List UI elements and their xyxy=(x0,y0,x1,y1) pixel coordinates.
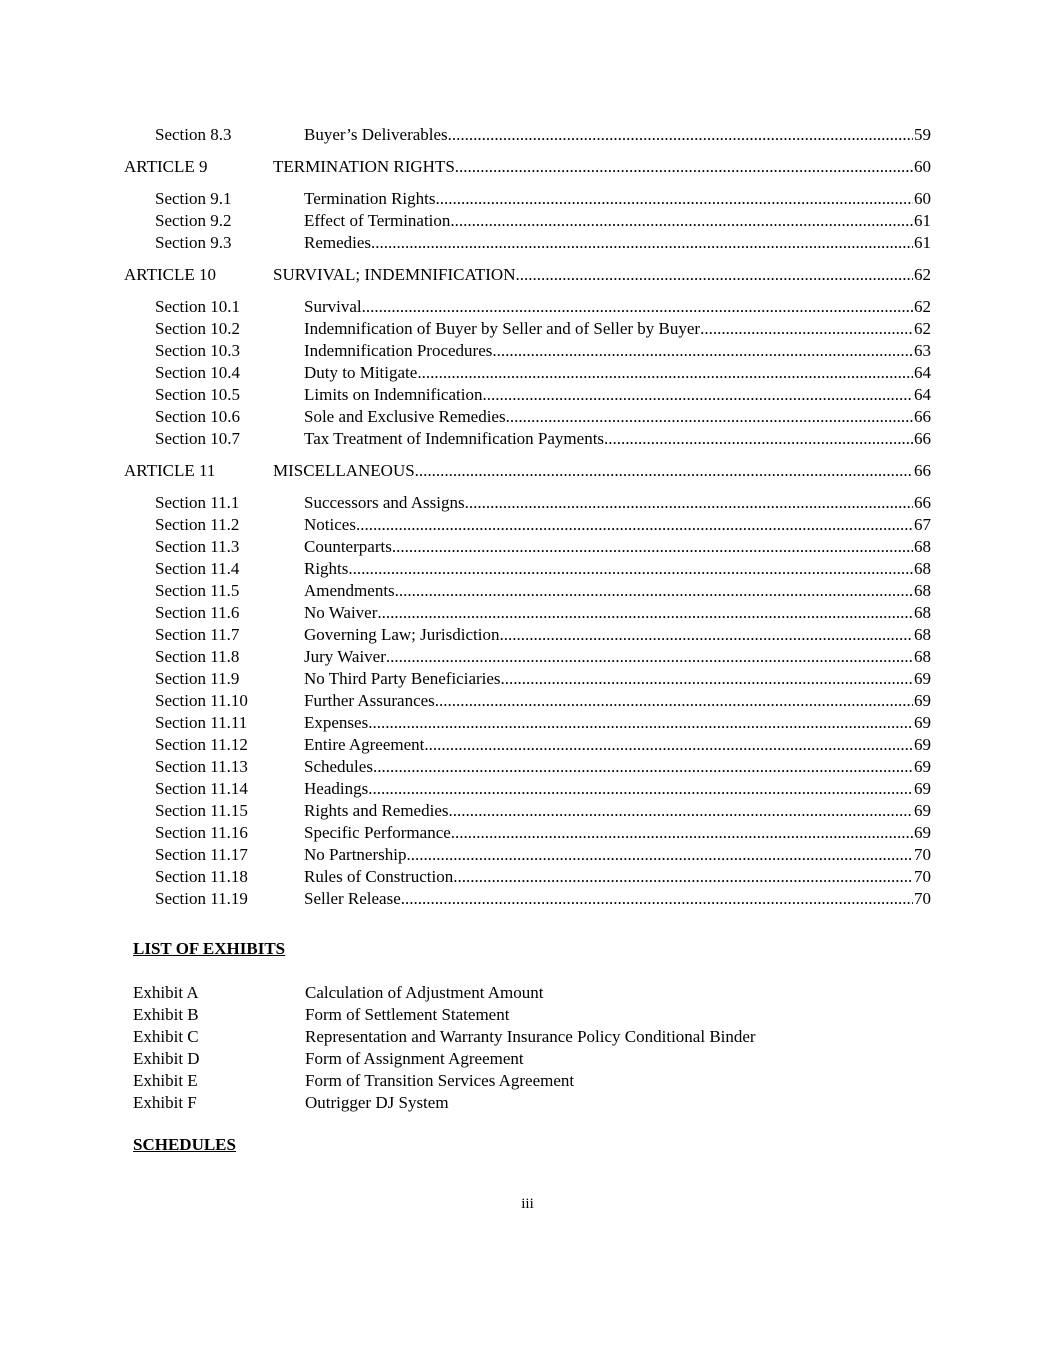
toc-section-row xyxy=(0,384,1055,406)
toc-number: Section 11.3 xyxy=(155,537,240,556)
toc-entry xyxy=(273,264,931,286)
toc-entry xyxy=(304,514,931,536)
toc-section-row xyxy=(0,296,1055,318)
toc-page: 60 xyxy=(914,157,931,176)
exhibit-id: Exhibit F xyxy=(133,1093,197,1112)
exhibit-description: Outrigger DJ System xyxy=(305,1093,449,1112)
toc-entry xyxy=(304,492,931,514)
toc-section-row xyxy=(0,536,1055,558)
dot-leader xyxy=(501,668,913,690)
dot-leader xyxy=(436,188,914,210)
toc-number: Section 10.4 xyxy=(155,363,240,382)
dot-leader xyxy=(386,646,913,668)
dot-leader xyxy=(395,580,913,602)
toc-title: Duty to Mitigate xyxy=(304,363,418,382)
exhibit-row xyxy=(133,1070,983,1092)
toc-title: Rights and Remedies xyxy=(304,801,449,820)
toc-title: Amendments xyxy=(304,581,395,600)
toc-page: 64 xyxy=(914,363,931,382)
dot-leader xyxy=(424,734,913,756)
exhibit-row xyxy=(133,1026,983,1048)
toc-entry xyxy=(304,800,931,822)
toc-section-row xyxy=(0,800,1055,822)
toc-section-row xyxy=(0,188,1055,210)
toc-title: Entire Agreement xyxy=(304,735,425,754)
toc-article-row xyxy=(0,460,1055,482)
toc-section-row xyxy=(0,778,1055,800)
toc-entry xyxy=(304,646,931,668)
toc-title: Effect of Termination xyxy=(304,211,451,230)
toc-title: Survival xyxy=(304,297,362,316)
toc-title: Limits on Indemnification xyxy=(304,385,483,404)
dot-leader xyxy=(700,318,913,340)
toc-page: 63 xyxy=(914,341,931,360)
toc-title: Successors and Assigns xyxy=(304,493,465,512)
toc-number: Section 11.1 xyxy=(155,493,240,512)
toc-entry xyxy=(304,602,931,624)
exhibit-id: Exhibit D xyxy=(133,1049,200,1068)
dot-leader xyxy=(377,602,913,624)
toc-section-row xyxy=(0,844,1055,866)
toc-title: Seller Release xyxy=(304,889,401,908)
toc-page: 61 xyxy=(914,211,931,230)
exhibits-heading: LIST OF EXHIBITS xyxy=(133,939,286,958)
toc-number: Section 10.6 xyxy=(155,407,240,426)
dot-leader xyxy=(492,340,913,362)
toc-title: Termination Rights xyxy=(304,189,436,208)
exhibit-id: Exhibit B xyxy=(133,1005,199,1024)
toc-entry xyxy=(304,624,931,646)
toc-page: 67 xyxy=(914,515,931,534)
toc-entry xyxy=(304,428,931,450)
toc-number: Section 11.7 xyxy=(155,625,240,644)
toc-page: 60 xyxy=(914,189,931,208)
toc-title: Jury Waiver xyxy=(304,647,386,666)
dot-leader xyxy=(406,844,913,866)
dot-leader xyxy=(392,536,913,558)
toc-number: ARTICLE 9 xyxy=(124,157,208,176)
exhibit-description: Form of Settlement Statement xyxy=(305,1005,510,1024)
toc-section-row xyxy=(0,712,1055,734)
toc-article-row xyxy=(0,156,1055,178)
exhibit-description: Form of Transition Services Agreement xyxy=(305,1071,575,1090)
toc-section-row xyxy=(0,124,1055,146)
toc-section-row xyxy=(0,646,1055,668)
toc-number: Section 10.5 xyxy=(155,385,240,404)
toc-section-row xyxy=(0,514,1055,536)
dot-leader xyxy=(415,460,913,482)
toc-entry xyxy=(304,124,931,146)
toc-title: SURVIVAL; INDEMNIFICATION xyxy=(273,265,516,284)
toc-entry xyxy=(304,580,931,602)
toc-entry xyxy=(304,734,931,756)
toc-page: 68 xyxy=(914,581,931,600)
dot-leader xyxy=(348,558,913,580)
toc-number: Section 11.4 xyxy=(155,559,240,578)
dot-leader xyxy=(453,866,913,888)
toc-entry xyxy=(304,888,931,910)
toc-section-row xyxy=(0,668,1055,690)
dot-leader xyxy=(401,888,913,910)
toc-number: Section 11.15 xyxy=(155,801,248,820)
toc-entry xyxy=(304,712,931,734)
toc-section-row xyxy=(0,232,1055,254)
dot-leader xyxy=(448,800,913,822)
toc-entry xyxy=(304,866,931,888)
toc-number: Section 9.3 xyxy=(155,233,232,252)
toc-title: Rules of Construction xyxy=(304,867,454,886)
toc-number: Section 10.7 xyxy=(155,429,240,448)
exhibit-description: Calculation of Adjustment Amount xyxy=(305,983,544,1002)
toc-number: Section 10.1 xyxy=(155,297,240,316)
page-number: iii xyxy=(521,1196,534,1212)
toc-section-row xyxy=(0,866,1055,888)
dot-leader xyxy=(499,624,913,646)
toc-section-row xyxy=(0,690,1055,712)
toc-number: ARTICLE 10 xyxy=(124,265,216,284)
toc-entry xyxy=(304,822,931,844)
toc-page: 62 xyxy=(914,319,931,338)
toc-page: 70 xyxy=(914,889,931,908)
toc-number: Section 11.11 xyxy=(155,713,248,732)
toc-number: Section 11.2 xyxy=(155,515,240,534)
toc-number: Section 8.3 xyxy=(155,125,232,144)
toc-number: Section 11.19 xyxy=(155,889,248,908)
toc-page: 61 xyxy=(914,233,931,252)
toc-number: Section 11.8 xyxy=(155,647,240,666)
dot-leader xyxy=(448,124,913,146)
toc-entry xyxy=(304,778,931,800)
toc-entry xyxy=(304,232,931,254)
toc-entry xyxy=(273,460,931,482)
toc-section-row xyxy=(0,492,1055,514)
toc-number: Section 11.14 xyxy=(155,779,248,798)
toc-entry xyxy=(304,362,931,384)
toc-page: 69 xyxy=(914,669,931,688)
toc-entry xyxy=(304,340,931,362)
toc-page: 64 xyxy=(914,385,931,404)
toc-page: 62 xyxy=(914,265,931,284)
toc-number: Section 11.6 xyxy=(155,603,240,622)
exhibit-id: Exhibit E xyxy=(133,1071,198,1090)
toc-page: 66 xyxy=(914,493,931,512)
toc-title: Indemnification of Buyer by Seller and of Seller by Buyer xyxy=(304,319,701,338)
toc-section-row xyxy=(0,822,1055,844)
toc-page: 69 xyxy=(914,823,931,842)
toc-title: Indemnification Procedures xyxy=(304,341,493,360)
toc-page: 69 xyxy=(914,801,931,820)
toc-page: 69 xyxy=(914,779,931,798)
dot-leader xyxy=(506,406,913,428)
toc-title: No Waiver xyxy=(304,603,378,622)
toc-entry xyxy=(304,668,931,690)
toc-section-row xyxy=(0,734,1055,756)
toc-page: 59 xyxy=(914,125,931,144)
toc-number: Section 11.12 xyxy=(155,735,248,754)
toc-title: No Partnership xyxy=(304,845,407,864)
toc-number: Section 11.16 xyxy=(155,823,248,842)
toc-number: Section 10.2 xyxy=(155,319,240,338)
dot-leader xyxy=(371,232,913,254)
toc-number: Section 11.13 xyxy=(155,757,248,776)
toc-title: Further Assurances xyxy=(304,691,435,710)
toc-entry xyxy=(304,318,931,340)
toc-page: 68 xyxy=(914,647,931,666)
toc-number: Section 9.2 xyxy=(155,211,232,230)
dot-leader xyxy=(435,690,913,712)
toc-number: Section 11.10 xyxy=(155,691,248,710)
toc-title: Governing Law; Jurisdiction xyxy=(304,625,500,644)
exhibit-description: Form of Assignment Agreement xyxy=(305,1049,524,1068)
dot-leader xyxy=(604,428,913,450)
toc-number: Section 11.5 xyxy=(155,581,240,600)
toc-article-row xyxy=(0,264,1055,286)
toc-page: 69 xyxy=(914,713,931,732)
toc-page: 69 xyxy=(914,691,931,710)
exhibit-description: Representation and Warranty Insurance Policy Conditional Binder xyxy=(305,1027,756,1046)
toc-title: Counterparts xyxy=(304,537,392,556)
toc-number: Section 11.9 xyxy=(155,669,240,688)
dot-leader xyxy=(450,210,913,232)
dot-leader xyxy=(373,756,913,778)
dot-leader xyxy=(465,492,913,514)
toc-title: TERMINATION RIGHTS xyxy=(273,157,455,176)
toc-title: Rights xyxy=(304,559,349,578)
dot-leader xyxy=(368,778,913,800)
toc-page: 68 xyxy=(914,603,931,622)
toc-section-row xyxy=(0,558,1055,580)
toc-title: Buyer’s Deliverables xyxy=(304,125,448,144)
toc-entry xyxy=(304,384,931,406)
dot-leader xyxy=(455,156,913,178)
toc-section-row xyxy=(0,362,1055,384)
exhibit-id: Exhibit A xyxy=(133,983,199,1002)
dot-leader xyxy=(356,514,913,536)
toc-title: Remedies xyxy=(304,233,372,252)
exhibit-row xyxy=(133,1048,983,1070)
toc-number: Section 11.17 xyxy=(155,845,248,864)
toc-number: Section 10.3 xyxy=(155,341,240,360)
toc-entry xyxy=(304,188,931,210)
toc-page: 62 xyxy=(914,297,931,316)
toc-title: Schedules xyxy=(304,757,373,776)
exhibit-id: Exhibit C xyxy=(133,1027,199,1046)
dot-leader xyxy=(482,384,913,406)
toc-entry xyxy=(304,844,931,866)
toc-number: ARTICLE 11 xyxy=(124,461,216,480)
exhibit-row xyxy=(133,1004,983,1026)
toc-entry xyxy=(304,210,931,232)
toc-section-row xyxy=(0,602,1055,624)
toc-page: 70 xyxy=(914,845,931,864)
dot-leader xyxy=(368,712,913,734)
toc-page: 69 xyxy=(914,735,931,754)
toc-entry xyxy=(304,690,931,712)
toc-title: Tax Treatment of Indemnification Payments xyxy=(304,429,605,448)
exhibit-row xyxy=(133,982,983,1004)
toc-entry xyxy=(304,536,931,558)
exhibit-row xyxy=(133,1092,983,1114)
toc-page: 68 xyxy=(914,559,931,578)
toc-title: MISCELLANEOUS xyxy=(273,461,415,480)
toc-number: Section 9.1 xyxy=(155,189,232,208)
toc-section-row xyxy=(0,340,1055,362)
toc-section-row xyxy=(0,428,1055,450)
toc-page: 68 xyxy=(914,537,931,556)
dot-leader xyxy=(515,264,913,286)
dot-leader xyxy=(362,296,913,318)
toc-entry xyxy=(304,756,931,778)
toc-title: No Third Party Beneficiaries xyxy=(304,669,501,688)
toc-title: Expenses xyxy=(304,713,369,732)
toc-page: 69 xyxy=(914,757,931,776)
toc-section-row xyxy=(0,318,1055,340)
schedules-heading: SCHEDULES xyxy=(133,1135,236,1154)
toc-section-row xyxy=(0,580,1055,602)
toc-section-row xyxy=(0,888,1055,910)
toc-entry xyxy=(304,296,931,318)
toc-section-row xyxy=(0,624,1055,646)
toc-section-row xyxy=(0,756,1055,778)
toc-title: Sole and Exclusive Remedies xyxy=(304,407,506,426)
toc-entry xyxy=(273,156,931,178)
toc-section-row xyxy=(0,406,1055,428)
toc-title: Notices xyxy=(304,515,356,534)
toc-page: 70 xyxy=(914,867,931,886)
toc-number: Section 11.18 xyxy=(155,867,248,886)
dot-leader xyxy=(417,362,913,384)
toc-section-row xyxy=(0,210,1055,232)
dot-leader xyxy=(451,822,913,844)
toc-page: 66 xyxy=(914,407,931,426)
toc-page: 68 xyxy=(914,625,931,644)
toc-entry xyxy=(304,558,931,580)
toc-page: 66 xyxy=(914,461,931,480)
toc-entry xyxy=(304,406,931,428)
toc-page: 66 xyxy=(914,429,931,448)
toc-title: Headings xyxy=(304,779,369,798)
toc-title: Specific Performance xyxy=(304,823,451,842)
